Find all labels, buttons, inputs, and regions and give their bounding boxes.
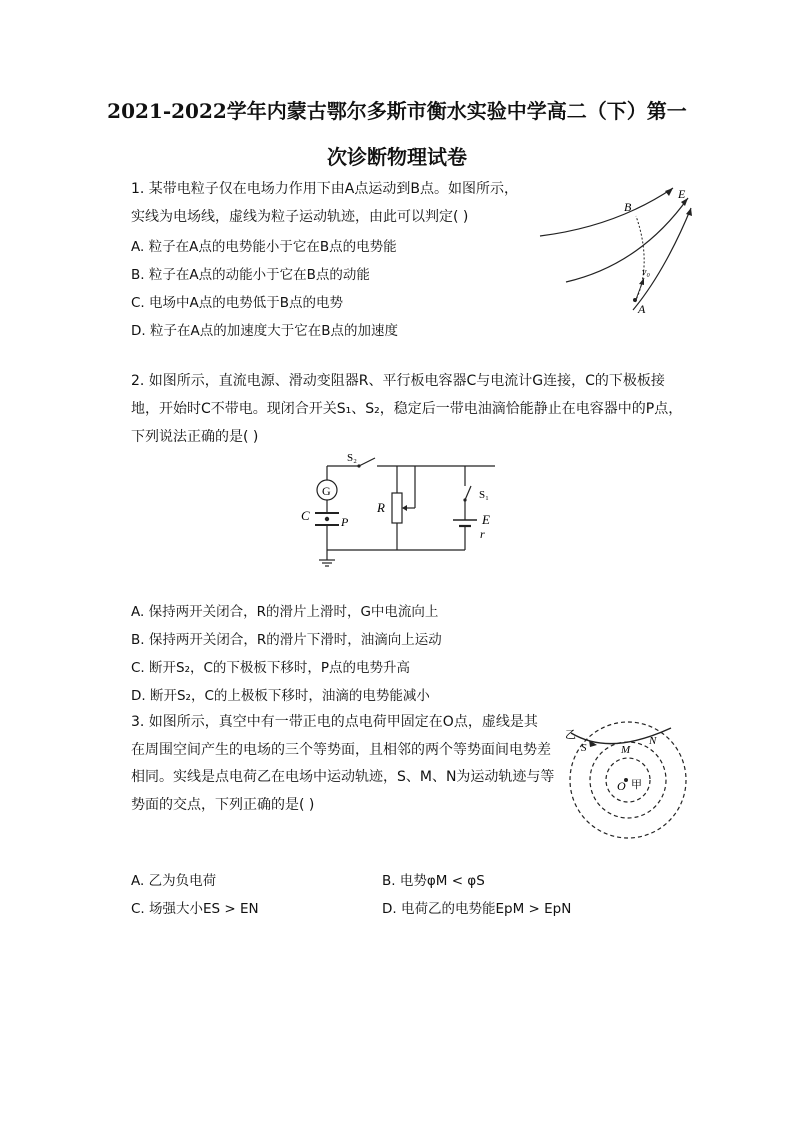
label-s1: S₁ [479,489,489,501]
q3-stem-line1: 3. 如图所示，真空中有一带正电的点电荷甲固定在O点，虚线是其 [131,714,538,730]
q2-option-b[interactable]: B. 保持两开关闭合，R的滑片下滑时，油滴向上运动 [131,632,442,648]
arrow-head-icon [639,278,644,285]
label-s2: S₂ [347,452,357,464]
q3-stem-line2: 在周围空间产生的电场的三个等势面，且相邻的两个等势面间电势差 [131,742,551,758]
switch-s2 [359,458,375,466]
q3-option-d[interactable]: D. 电荷乙的电势能EpM > EpN [382,901,572,917]
q3-stem-line3: 相同。实线是点电荷乙在电场中运动轨迹，S、M、N为运动轨迹与等 [131,769,555,785]
q1-option-a[interactable]: A. 粒子在A点的电势能小于它在B点的电势能 [131,239,397,255]
q3-option-a[interactable]: A. 乙为负电荷 [131,873,217,889]
q3-equipotential-figure [563,718,693,843]
label-r: R [377,500,385,515]
q1-option-c[interactable]: C. 电场中A点的电势低于B点的电势 [131,295,344,311]
label-m: M [621,744,631,756]
label-v0: v₀ [642,267,650,278]
page-title-line1: 2021-2022学年内蒙古鄂尔多斯市衡水实验中学高二（下）第一 [107,99,687,123]
label-s: S [581,742,587,754]
field-line-lower [633,208,691,310]
field-line-upper [540,188,673,236]
q1-stem-line1: 1. 某带电粒子仅在电场力作用下由A点运动到B点。如图所示， [131,181,518,197]
arrow-head-icon [665,188,673,196]
q2-circuit-figure [297,450,497,575]
rheostat-r [392,493,402,523]
label-e: E [678,187,686,201]
q3-stem-line4: 势面的交点，下列正确的是( ) [131,797,315,813]
label-g: G [322,484,331,498]
q1-stem-line2: 实线为电场线，虚线为粒子运动轨迹，由此可以判定( ) [131,209,469,225]
q2-stem-line1: 2. 如图所示，直流电源、滑动变阻器R、平行板电容器C与电流计G连接，C的下极板接 [131,373,665,389]
q1-field-line-figure [538,180,708,320]
q2-stem-line3: 下列说法正确的是( ) [131,429,259,445]
label-yi: 乙 [565,729,576,741]
label-n: N [649,735,657,747]
point-a-dot [633,298,637,302]
label-a: A [638,302,646,316]
label-c: C [301,508,310,523]
q2-option-d[interactable]: D. 断开S₂，C的上极板下移时，油滴的电势能减小 [131,688,430,704]
arrow-head-icon [686,208,692,216]
q3-option-c[interactable]: C. 场强大小ES > EN [131,901,259,917]
q2-stem-line2: 地，开始时C不带电。现闭合开关S₁、S₂，稳定后一带电油滴恰能静止在电容器中的P点， [131,401,683,417]
label-jia: 甲 [631,779,642,791]
label-r-internal: r [480,527,485,541]
q2-option-c[interactable]: C. 断开S₂，C的下极板下移时，P点的电势升高 [131,660,411,676]
label-b: B [624,200,632,214]
label-p: P [341,515,349,529]
q1-option-d[interactable]: D. 粒子在A点的加速度大于它在B点的加速度 [131,323,398,339]
q2-option-a[interactable]: A. 保持两开关闭合，R的滑片上滑时，G中电流向上 [131,604,439,620]
label-o: O [617,779,626,793]
label-e: E [482,512,490,527]
q3-option-b[interactable]: B. 电势φM < φS [382,873,485,889]
switch-s1 [465,486,471,500]
page-title-line2: 次诊断物理试卷 [327,145,467,169]
q1-option-b[interactable]: B. 粒子在A点的动能小于它在B点的动能 [131,267,370,283]
oil-drop-p [325,517,329,521]
